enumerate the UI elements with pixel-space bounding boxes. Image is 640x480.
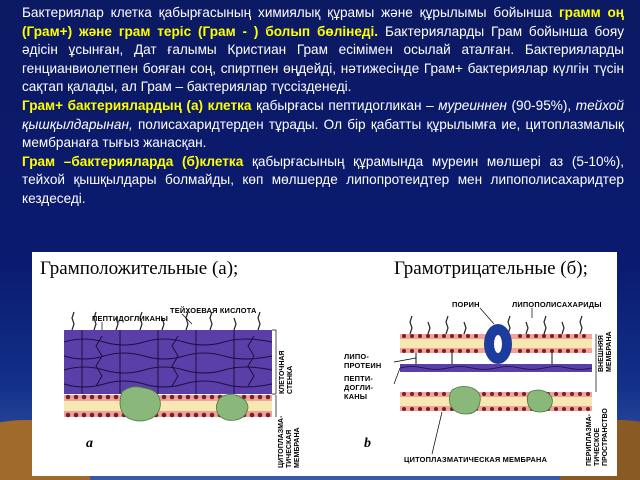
- membrane-protein: [527, 390, 552, 412]
- membrane-protein: [449, 386, 480, 414]
- main-text: [22, 4, 624, 209]
- label-cell-wall: КЛЕТОЧНАЯ СТЕНКА: [279, 350, 294, 394]
- label-peptidoglycans-right: ПЕПТИ- ДОГЛИ- КАНЫ: [344, 374, 374, 401]
- label-letter-b: b: [364, 436, 371, 451]
- label-letter-a: a: [86, 436, 93, 451]
- label-teichoic-acid: ТЕЙХОЕВАЯ КИСЛОТА: [170, 306, 257, 315]
- paragraph-2: Грам+ бактериялардың (а) клетка қабырғасы пептидогликан – муреиннен (90-95%), тейхой қышқылдарынан, полисахаридтерден тұрады. Ол бір қабатты құрылымға ие, цитоплазмалық мембранаға тығыз жанасқан.: [22, 97, 624, 151]
- label-porin: ПОРИН: [452, 300, 480, 309]
- membrane-protein: [120, 387, 160, 421]
- lipoproteins: [416, 353, 552, 364]
- label-cytoplasmic-membrane-right: ЦИТОПЛАЗМАТИЧЕСКАЯ МЕМБРАНА: [404, 455, 548, 464]
- label-lps: ЛИПОПОЛИСАХАРИДЫ: [512, 300, 602, 309]
- label-cytoplasmic-membrane-left: ЦИТОПЛАЗМА- ТИЧЕСКАЯ МЕМБРАНА: [278, 415, 301, 468]
- title-gram-negative: Грамотрицательные (б);: [394, 258, 588, 279]
- label-peptidoglycans: ПЕПТИДОГЛИКАНЫ: [92, 314, 169, 323]
- cell-wall-diagram: [32, 252, 617, 476]
- paragraph-1: Бактериялар клетка қабырғасының химиялық құрамы және құрылымы бойынша грамм оң (Грам+) және грам теріс (Грам - ) болып бөлінеді. Бактерияларды Грам бойынша бояу әдісін ұсынған, Дат ғалымы Кристиан Грам есімімен осылай аталған. Бактерияларды генцианвиолетпен бояған соң, спиртпен өңдейді, нәтижесінде Грам+ бактериялар күлгін түсін сақтап қалады, ал Грам – бактериялар түссізденеді.: [22, 5, 624, 95]
- label-outer-membrane: ВНЕШНЯЯ МЕМБРАНА: [598, 331, 613, 372]
- gram-negative-wall: [394, 308, 596, 454]
- label-lipoprotein: ЛИПО- ПРОТЕИН: [344, 352, 382, 370]
- paragraph-3: Грам –бактерияларда (б)клетка қабырғасының құрамында муреин мөлшері аз (5-10%), тейхой қышқылдары болмайды, көп мөлшерде липопротеидтер мен липополисахаридтер кездеседі.: [22, 153, 624, 206]
- label-periplasmic-space: ПЕРИПЛАЗМА- ТИЧЕСКОЕ ПРОСТРАНСТВО: [586, 408, 609, 466]
- inner-membrane: [400, 392, 592, 411]
- porin: [484, 324, 512, 364]
- gram-positive-wall: [64, 312, 276, 421]
- diagram-svg: [32, 252, 617, 476]
- title-gram-positive: Грамположительные (а);: [40, 258, 239, 279]
